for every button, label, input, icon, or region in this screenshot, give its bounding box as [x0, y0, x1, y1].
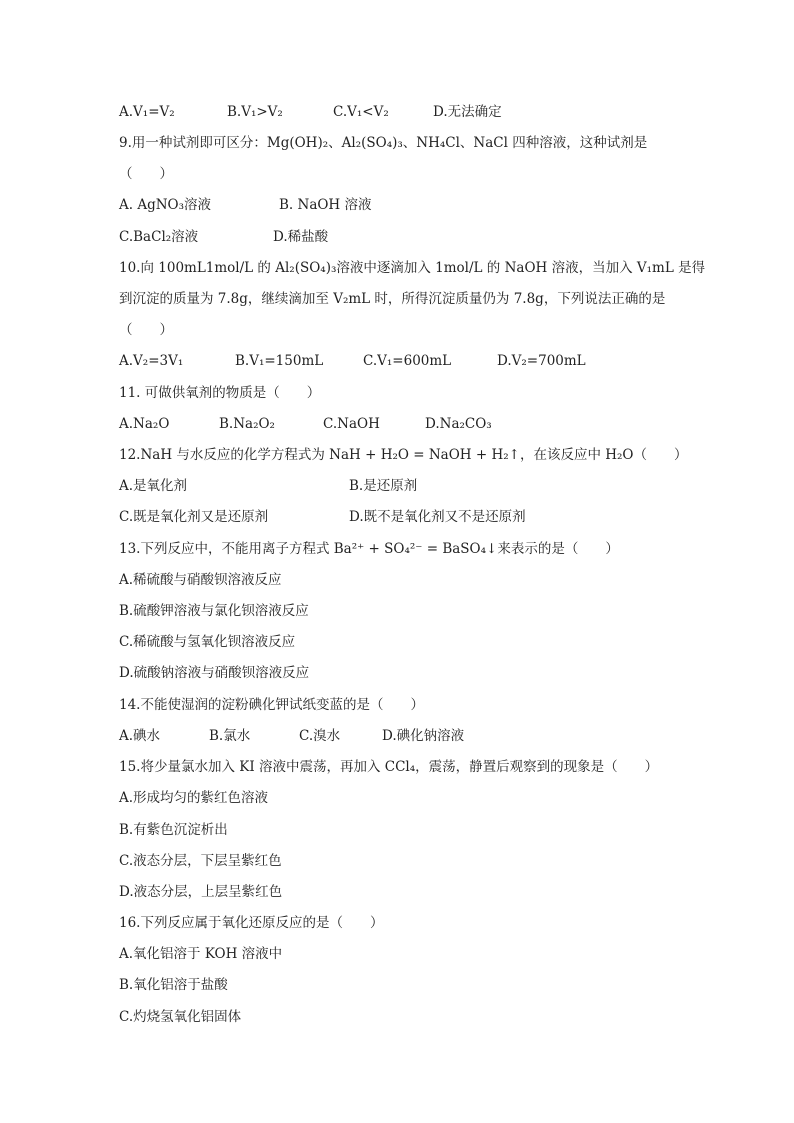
q11-stem: 11. 可做供氧剂的物质是（ ） — [119, 385, 321, 401]
q10-stem-line2: 到沉淀的质量为 7.8g，继续滴加至 V₂mL 时，所得沉淀质量仍为 7.8g，下列说法正确的是 — [119, 291, 666, 307]
q13-option-b: B.硫酸钾溶液与氯化钡溶液反应 — [119, 603, 309, 619]
q11-option-d: D.Na₂CO₃ — [425, 416, 492, 432]
q9-option-b: B. NaOH 溶液 — [279, 197, 372, 213]
q15-stem: 15.将少量氯水加入 KI 溶液中震荡，再加入 CCl₄，震荡，静置后观察到的现象是（ ） — [119, 759, 659, 775]
q16-option-a: A.氧化铝溶于 KOH 溶液中 — [119, 946, 283, 962]
q11-option-a: A.Na₂O — [119, 416, 170, 432]
q14-option-b: B.氯水 — [209, 728, 251, 744]
q10-stem-line1: 10.向 100mL1mol/L 的 Al₂(SO₄)₃溶液中逐滴加入 1mol/L 的 NaOH 溶液，当加入 V₁mL 是得 — [119, 260, 706, 276]
q13-option-a: A.稀硫酸与硝酸钡溶液反应 — [119, 572, 282, 588]
q15-option-b: B.有紫色沉淀析出 — [119, 822, 228, 838]
q9-stem-line1: 9.用一种试剂即可区分：Mg(OH)₂、Al₂(SO₄)₃、NH₄Cl、NaCl 四种溶液，这种试剂是 — [119, 135, 648, 151]
q16-stem: 16.下列反应属于氧化还原反应的是（ ） — [119, 915, 384, 931]
q15-option-c: C.液态分层，下层呈紫红色 — [119, 853, 282, 869]
q15-option-d: D.液态分层，上层呈紫红色 — [119, 884, 283, 900]
q14-option-d: D.碘化钠溶液 — [382, 728, 465, 744]
q14-option-c: C.溴水 — [299, 728, 341, 744]
q9-stem-line2: （ ） — [119, 166, 173, 182]
q13-stem: 13.下列反应中，不能用离子方程式 Ba²⁺ + SO₄²⁻ = BaSO₄↓来表示的是（ ） — [119, 541, 619, 557]
q10-option-b: B.V₁=150mL — [235, 353, 324, 369]
q12-stem: 12.NaH 与水反应的化学方程式为 NaH + H₂O = NaOH + H₂↑，在该反应中 H₂O（ ） — [119, 447, 688, 463]
q14-stem: 14.不能使湿润的淀粉碘化钾试纸变蓝的是（ ） — [119, 697, 424, 713]
q8-option-c: C.V₁<V₂ — [333, 104, 389, 120]
q12-option-a: A.是氧化剂 — [119, 478, 188, 494]
q13-option-c: C.稀硫酸与氢氧化钡溶液反应 — [119, 634, 296, 650]
q11-option-b: B.Na₂O₂ — [219, 416, 275, 432]
q10-option-c: C.V₁=600mL — [363, 353, 452, 369]
q8-option-b: B.V₁>V₂ — [227, 104, 283, 120]
q10-stem-line3: （ ） — [119, 322, 173, 338]
q12-option-c: C.既是氧化剂又是还原剂 — [119, 509, 269, 525]
q9-option-d: D.稀盐酸 — [273, 229, 329, 245]
q13-option-d: D.硫酸钠溶液与硝酸钡溶液反应 — [119, 665, 310, 681]
q9-option-c: C.BaCl₂溶液 — [119, 229, 199, 245]
q8-option-d: D.无法确定 — [433, 104, 502, 120]
q10-option-d: D.V₂=700mL — [497, 353, 586, 369]
q8-option-a: A.V₁=V₂ — [119, 104, 175, 120]
q15-option-a: A.形成均匀的紫红色溶液 — [119, 790, 269, 806]
q12-option-d: D.既不是氧化剂又不是还原剂 — [349, 509, 526, 525]
q16-option-b: B.氧化铝溶于盐酸 — [119, 977, 228, 993]
q11-option-c: C.NaOH — [323, 416, 380, 432]
q12-option-b: B.是还原剂 — [349, 478, 418, 494]
q16-option-c: C.灼烧氢氧化铝固体 — [119, 1009, 242, 1025]
q10-option-a: A.V₂=3V₁ — [119, 353, 184, 369]
q9-option-a: A. AgNO₃溶液 — [119, 197, 212, 213]
q14-option-a: A.碘水 — [119, 728, 161, 744]
